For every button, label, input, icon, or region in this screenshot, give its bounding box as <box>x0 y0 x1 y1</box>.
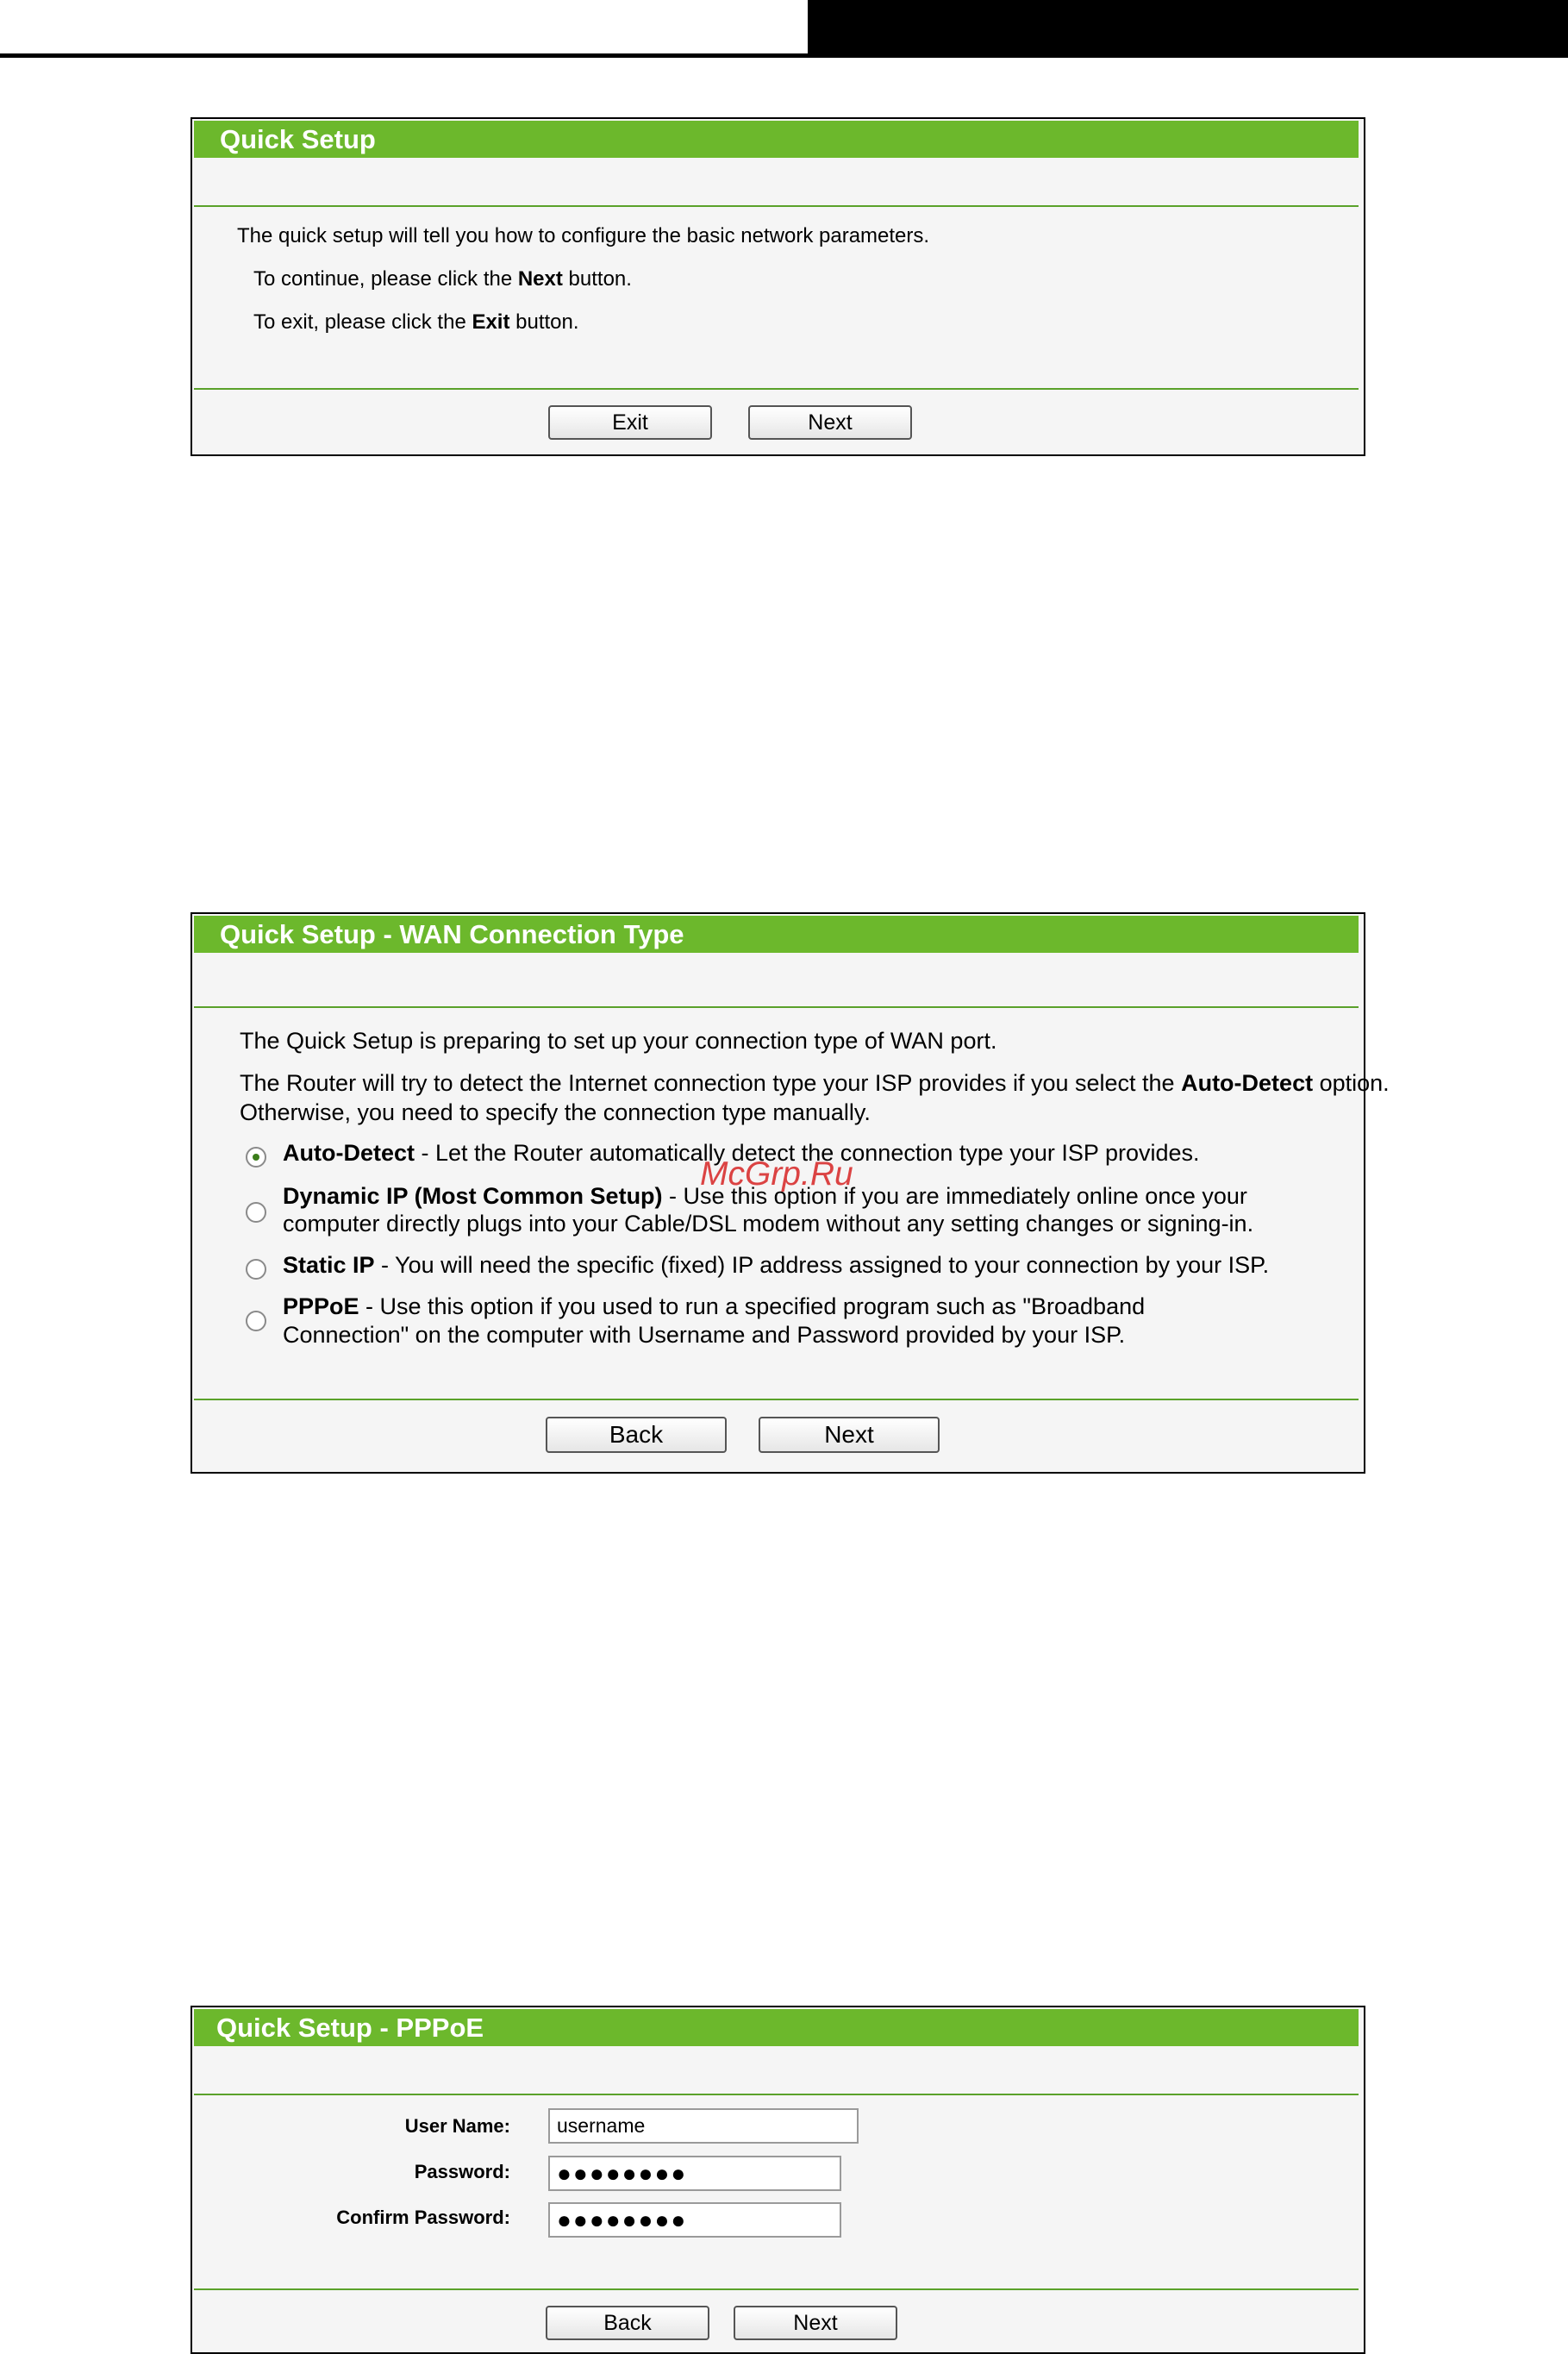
back-button[interactable]: Back <box>546 2306 709 2340</box>
password-input[interactable] <box>548 2156 841 2191</box>
next-button[interactable]: Next <box>759 1417 940 1453</box>
quick-setup-panel <box>191 117 1365 456</box>
next-button[interactable]: Next <box>734 2306 897 2340</box>
option-auto-detect: Auto-Detect - Let the Router automatically detect the connection type your ISP provides. <box>283 1140 1200 1166</box>
wan-detect-text: The Router will try to detect the Internet connection type your ISP provides if you select the Auto-Detect option. <box>240 1070 1390 1096</box>
exit-text: To exit, please click the Exit button. <box>253 310 579 334</box>
wan-manual-text: Otherwise, you need to specify the connection type manually. <box>240 1099 871 1125</box>
radio-dynamic-ip[interactable] <box>246 1202 266 1223</box>
panel-divider-bottom <box>194 2288 1359 2290</box>
radio-pppoe[interactable] <box>246 1311 266 1331</box>
panel-divider-top <box>194 205 1359 207</box>
radio-auto-detect[interactable] <box>246 1147 266 1168</box>
page-header-block <box>808 0 1568 55</box>
next-button[interactable]: Next <box>748 405 912 440</box>
confirm-password-label: Confirm Password: <box>336 2207 510 2228</box>
back-button[interactable]: Back <box>546 1417 727 1453</box>
option-static-ip: Static IP - You will need the specific (fixed) IP address assigned to your connection by your ISP. <box>283 1252 1270 1278</box>
pppoe-panel <box>191 2006 1365 2354</box>
exit-button[interactable]: Exit <box>548 405 712 440</box>
panel-divider-bottom <box>194 1399 1359 1400</box>
option-pppoe-line2: Connection" on the computer with Username and Password provided by your ISP. <box>283 1322 1126 1348</box>
panel-title: Quick Setup - PPPoE <box>194 2009 1359 2046</box>
confirm-password-input[interactable] <box>548 2202 841 2238</box>
radio-static-ip[interactable] <box>246 1259 266 1280</box>
page-header-rule <box>0 53 1568 58</box>
option-dynamic-ip: Dynamic IP (Most Common Setup) - Use this option if you are immediately online once your <box>283 1183 1247 1209</box>
panel-title: Quick Setup <box>194 121 1359 158</box>
panel-title: Quick Setup - WAN Connection Type <box>194 916 1359 953</box>
user-name-input[interactable] <box>548 2108 859 2144</box>
option-pppoe: PPPoE - Use this option if you used to run a specified program such as "Broadband <box>283 1293 1146 1319</box>
panel-divider-top <box>194 1006 1359 1008</box>
password-label: Password: <box>414 2161 510 2182</box>
option-dynamic-ip-line2: computer directly plugs into your Cable/DSL modem without any setting changes or signing-in. <box>283 1211 1254 1236</box>
user-name-label: User Name: <box>404 2115 510 2137</box>
panel-divider-bottom <box>194 388 1359 390</box>
wan-intro-text: The Quick Setup is preparing to set up your connection type of WAN port. <box>240 1028 997 1054</box>
panel-divider-top <box>194 2094 1359 2095</box>
watermark-text: McGrp.Ru <box>700 1155 853 1193</box>
continue-text: To continue, please click the Next button. <box>253 267 632 291</box>
intro-text: The quick setup will tell you how to configure the basic network parameters. <box>237 224 930 247</box>
